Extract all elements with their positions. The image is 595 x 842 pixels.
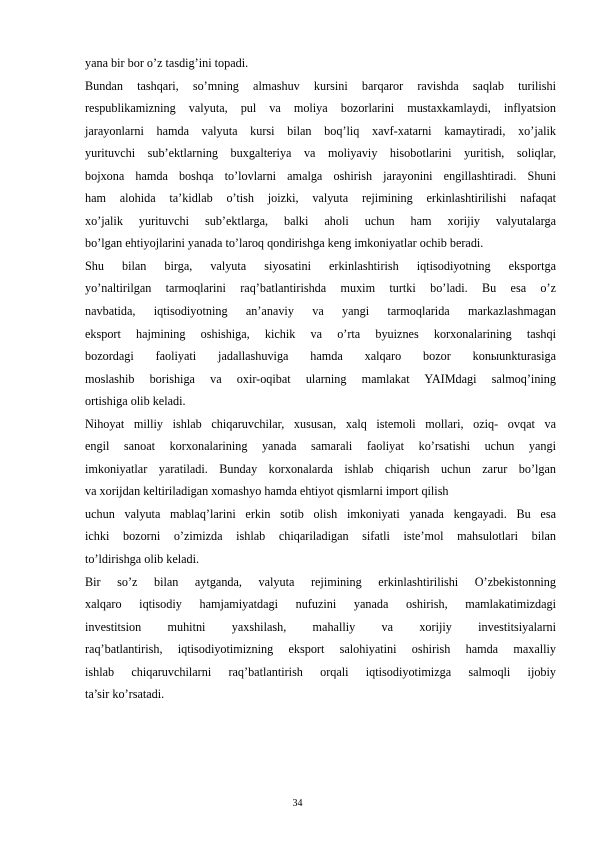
text-line: Nihoyat milliy ishlab chiqaruvchilar, xususan, xalq istemoli mollari, oziq- ovqat va: [85, 416, 556, 431]
text-line: ishlab chiqaruvchilarni raq’batlantirish orqali iqtisodiyotimizga salmoqli ijobiy: [85, 664, 556, 679]
text-line: ichki bozorni o’zimizda ishlab chiqariladigan sifatli iste’mol mahsulotlari bilan: [85, 529, 556, 544]
text-line: respublikamizning valyuta, pul va moliya bozorlarini mustaxkamlaydi, inflyatsion: [85, 101, 556, 116]
text-line: va xorijdan keltiriladigan xomashyo hamda ehtiyot qismlarni import qilish: [85, 484, 449, 499]
text-line: bojxona hamda boshqa to’lovlarni amalga oshirish jarayonini engillashtiradi. Shuni: [85, 168, 556, 183]
document-body: [85, 52, 556, 706]
text-line: Bundan tashqari, so’mning almashuv kursini barqaror ravishda saqlab turilishi: [85, 78, 556, 93]
text-line: bo’lgan ehtiyojlarini yanada to’laroq qondirishga keng imkoniyatlar ochib beradi.: [85, 236, 484, 251]
text-line: moslashib borishiga va oxir-oqibat ularning mamlakat YAIMdagi salmoq’ining: [85, 371, 556, 386]
text-line: raq’batlantirish, iqtisodiyotimizning eksport salohiyatini oshirish hamda maxalliy: [85, 642, 556, 657]
text-line: xo’jalik yurituvchi sub’ektlarga, balki aholi uchun ham xorijiy valyutalarga: [85, 213, 556, 228]
text-line: uchun valyuta mablaq’larini erkin sotib olish imkoniyati yanada kengayadi. Bu esa: [85, 506, 556, 521]
text-line: ortishiga olib keladi.: [85, 394, 186, 409]
text-line: yana bir bor o’z tasdig’ini topadi.: [85, 56, 249, 70]
text-line: xalqaro iqtisodiy hamjamiyatdagi nufuzini yanada oshirish, mamlakatimizdagi: [85, 597, 556, 612]
text-line: investitsion muhitni yaxshilash, mahalliy va xorijiy investitsiyalarni: [85, 619, 556, 634]
text-line: Shu bilan birga, valyuta siyosatini erkinlashtirish iqtisodiyotning eksportga: [85, 258, 556, 273]
text-line: jarayonlarni hamda valyuta kursi bilan boq’liq xavf-xatarni kamaytiradi, xo’jalik: [85, 123, 556, 138]
page-number: 34: [292, 798, 303, 809]
text-line: ta’sir ko’rsatadi.: [85, 687, 165, 702]
text-line: eksport hajmining oshishiga, kichik va o’rta byuiznes korxonalarining tashqi: [85, 326, 556, 341]
text-line: yo’naltirilgan tarmoqlarini raq’batlantirishda muxim turtki bo’ladi. Bu esa o’z: [85, 281, 556, 296]
text-line: ham alohida ta’kidlab o’tish joizki, valyuta rejimining erkinlashtirilishi nafaqat: [85, 191, 556, 206]
text-line: engil sanoat korxonalarining yanada samarali faoliyat ko’rsatishi uchun yangi: [85, 439, 556, 454]
text-line: to’ldirishga olib keladi.: [85, 552, 200, 567]
text-line: bozordagi faoliyati jadallashuviga hamda xalqaro bozor konыunkturasiga: [85, 349, 556, 364]
text-line: imkoniyatlar yaratiladi. Bunday korxonalarda ishlab chiqarish uchun zarur bo’lgan: [85, 461, 556, 476]
text-line: navbatida, iqtisodiyotning an’anaviy va yangi tarmoqlarida markazlashmagan: [85, 304, 556, 319]
text-line: Bir so’z bilan aytganda, valyuta rejimining erkinlashtirilishi O’zbekistonning: [85, 574, 556, 589]
text-line: yurituvchi sub’ektlarning buxgalteriya va moliyaviy hisobotlarini yuritish, soliqlar,: [85, 146, 556, 161]
